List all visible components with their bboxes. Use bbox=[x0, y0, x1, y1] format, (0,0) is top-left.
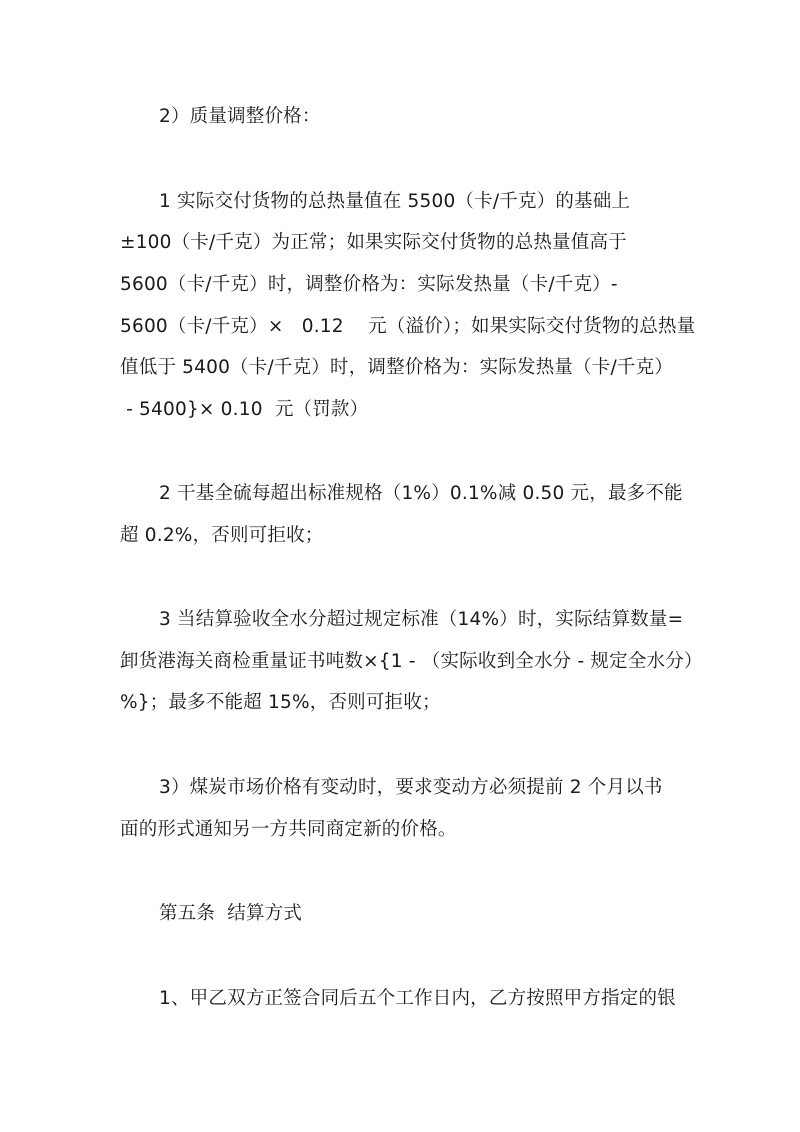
paragraph-line: %}；最多不能超 15%，否则可拒收； bbox=[120, 692, 441, 713]
paragraph-line: ±100（卡/千克）为正常；如果实际交付货物的总热量值高于 bbox=[120, 232, 627, 253]
section-heading-quality-price: 2）质量调整价格： bbox=[159, 106, 321, 127]
paragraph-line: - 5400}× 0.10 元（罚款） bbox=[120, 399, 369, 420]
paragraph-line: 5600（卡/千克）时，调整价格为：实际发热量（卡/千克）- bbox=[120, 274, 618, 295]
paragraph-line: 1、甲乙双方正签合同后五个工作日内，乙方按照甲方指定的银 bbox=[159, 988, 676, 1009]
paragraph-line: 3 当结算验收全水分超过规定标准（14%）时，实际结算数量= bbox=[159, 609, 684, 630]
paragraph-line: 2 干基全硫每超出标准规格（1%）0.1%减 0.50 元，最多不能 bbox=[159, 483, 683, 504]
paragraph-line: 卸货港海关商检重量证书吨数×{1 - （实际收到全水分 - 规定全水分） bbox=[120, 651, 703, 672]
article-heading: 第五条 结算方式 bbox=[159, 903, 303, 924]
paragraph-line: 5600（卡/千克）× 0.12 元（溢价）；如果实际交付货物的总热量 bbox=[120, 316, 696, 337]
paragraph-line: 面的形式通知另一方共同商定新的价格。 bbox=[120, 819, 457, 840]
paragraph-line: 超 0.2%，否则可拒收； bbox=[120, 525, 324, 546]
paragraph-line: 1 实际交付货物的总热量值在 5500（卡/千克）的基础上 bbox=[159, 191, 631, 212]
paragraph-line: 值低于 5400（卡/千克）时，调整价格为：实际发热量（卡/千克） bbox=[120, 357, 674, 378]
paragraph-line: 3）煤炭市场价格有变动时，要求变动方必须提前 2 个月以书 bbox=[159, 777, 663, 798]
